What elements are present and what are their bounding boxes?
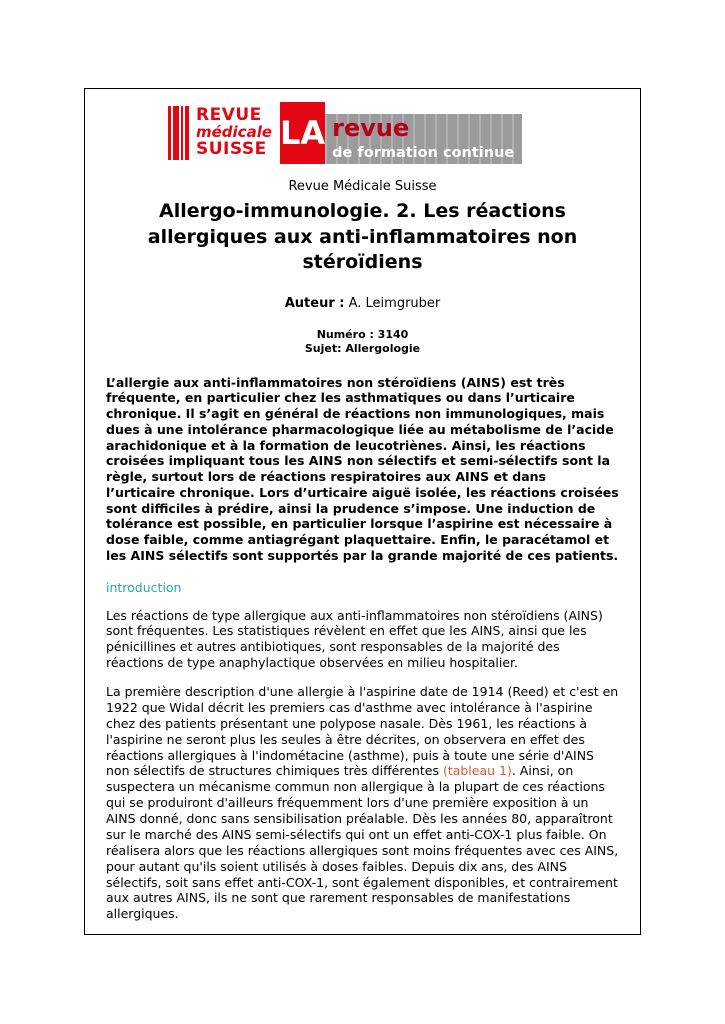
article-meta <box>106 328 619 357</box>
barcode-icon <box>168 106 191 160</box>
logo-banner <box>325 114 522 164</box>
article-title: Allergo-immunologie. 2. Les réactions allergiques aux anti-inflammatoires non stéroïdiens <box>147 200 578 274</box>
sujet-line: Sujet: Allergologie <box>304 342 421 356</box>
logo-line-suisse: SUISSE <box>196 138 267 159</box>
abstract-paragraph: L’allergie aux anti-inflammatoires non stéroïdiens (AINS) est très fréquente, en particulier chez les asthmatiques ou dans l’urticaire chronique. Il s’agit en général de réactions non immunologiques, mais dues à une intolérance pharmacologique liée au métabolisme de l’acide arachidonique et à la formation de leucotriènes. Ainsi, les réactions croisées impliquant tous les AINS non sélectifs et semi-sélectifs sont la règle, surtout lors de réactions respiratoires aux AINS et dans l’urticaire chronique. Lors d’urticaire aiguë isolée, les réactions croisées sont difficiles à prédire, ainsi la prudence s’impose. Une induction de tolérance est possible, en particulier lorsque l’aspirine est nécessaire à dose faible, comme antiagrégant plaquettaire. Enfin, le paracétamol et les AINS sélectifs sont supportés par la grande majorité de ces patients. <box>106 374 619 563</box>
paragraph-1: Les réactions de type allergique aux anti-inflammatoires non stéroïdiens (AINS) sont fréquentes. Les statistiques révèlent en effet que les AINS, ainsi que les pénicillines et autres antibiotiques, sont responsables de la majorité des réactions de type anaphylactique observées en milieu hospitalier. <box>106 607 603 671</box>
numero-line: Numéro : 3140 <box>316 327 409 341</box>
paragraph-2-text-b: . Ainsi, on suspectera un mécanisme commun non allergique à la plupart de ces réactions qui se produiront d'ailleurs fréquemment lors d'une première exposition à un AINS donné, donc sans sensibilisation préalable. Dès les années 80, apparaîtront sur le marché des AINS semi-sélectifs qui ont un effet anti-COX-1 plus faible. On réalisera alors que les réactions allergiques sont moins fréquentes avec ces AINS, pour autant qu'ils soient utilisés à doses faibles. Depuis dix ans, des AINS sélectifs, soit sans effet anti-COX-1, sont également disponibles, et contrairement aux autres AINS, ils ne sont que rarement responsables de manifestations allergiques. <box>106 763 619 922</box>
author-label: Auteur : <box>284 295 345 311</box>
journal-logo <box>168 102 515 164</box>
logo-left-block <box>168 102 280 164</box>
author-line <box>106 296 619 311</box>
paragraph-2-text-a: La première description d'une allergie à l'aspirine date de 1914 (Reed) et c'est en 1922 que Widal décrit les premiers cas d'asthme avec intolérance à l'aspirine chez des patients présentant une polypose nasale. Dès 1961, les réactions à l'aspirine ne seront plus les seules à être décrites, on observera en effet des réactions allergiques à l'indométacine (asthme), puis à toute une série d'AINS non sélectifs de structures chimiques très différentes <box>106 684 619 779</box>
author-name: A. Leimgruber <box>348 295 441 311</box>
logo-wordmark <box>196 107 272 158</box>
logo-la-badge: LA <box>280 102 325 164</box>
logo-line-medicale: médicale <box>196 123 273 142</box>
journal-name: Revue Médicale Suisse <box>288 179 437 194</box>
logo-banner-tagline: de formation continue <box>332 144 515 161</box>
article-frame <box>84 88 641 935</box>
paragraph-2 <box>106 684 619 922</box>
logo-banner-revue: revue <box>332 114 410 142</box>
logo-line-revue: REVUE <box>196 105 262 126</box>
section-heading-introduction: introduction <box>106 579 182 595</box>
tableau-1-link[interactable]: (tableau 1) <box>442 763 512 779</box>
